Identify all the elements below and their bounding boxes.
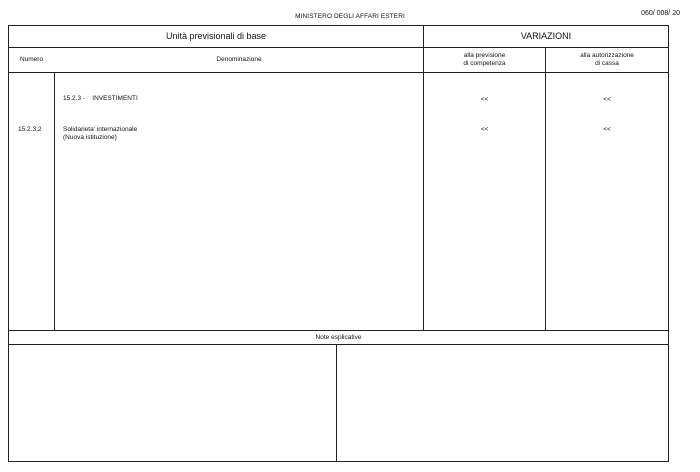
row-1-previsione: << <box>480 96 489 103</box>
ministry-title: MINISTERO DEGLI AFFARI ESTERI <box>295 13 405 20</box>
row-1-cassa: << <box>603 96 611 103</box>
rule-column-header <box>9 72 668 73</box>
section-unita-previsionali: Unità previsionali di base <box>165 31 267 41</box>
budget-table-frame <box>8 25 669 462</box>
rule-numero-col <box>54 72 55 330</box>
rule-table-end <box>9 330 668 331</box>
notes-title: Note esplicative <box>315 334 362 341</box>
section-variazioni: VARIAZIONI <box>520 31 572 41</box>
rule-section-header <box>9 47 668 48</box>
rule-notes-title <box>9 344 668 345</box>
col-header-autorizzazione: alla autorizzazione di cassa <box>580 52 634 67</box>
rule-cassa-col <box>545 47 546 330</box>
row-2-previsione: << <box>480 126 489 133</box>
col-header-previsione: alla previsione di competenza <box>463 52 506 67</box>
row-2-numero: 15.2.3.2 <box>18 126 42 133</box>
row-1-denominazione: 15.2.3 - INVESTIMENTI <box>63 95 138 102</box>
rule-notes-split <box>336 344 337 461</box>
col-header-numero: Numero <box>19 56 44 63</box>
col-header-denominazione: Denominazione <box>216 56 262 63</box>
page-code: 060/ 008/ 20 <box>641 10 680 17</box>
row-2-cassa: << <box>603 126 611 133</box>
rule-variazioni-col <box>423 26 424 330</box>
row-2-denominazione: Solidarieta' internazionale (Nuova istituzione) <box>63 126 138 141</box>
